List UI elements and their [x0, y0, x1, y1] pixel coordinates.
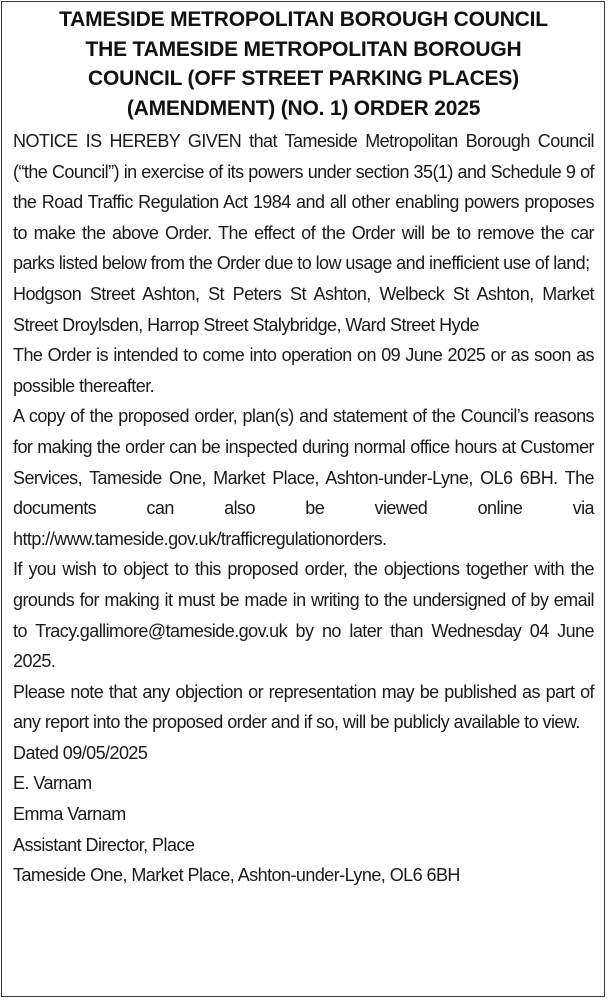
publication-paragraph: Please note that any objection or representation may be published as part of any report into the proposed order and if so, will be publicly available to view.	[13, 681, 594, 733]
notice-body	[13, 126, 594, 891]
heading-line-order-3: (AMENDMENT) (NO. 1) ORDER 2025	[126, 96, 481, 120]
dated-line: Dated 09/05/2025	[13, 742, 148, 763]
inspection-paragraph: A copy of the proposed order, plan(s) and statement of the Council’s reasons for making the order can be inspected during normal office hours at Customer Services, Tameside One, Market Place, Ashton-under-Lyne, OL6 6BH. The documents can also be viewed online via http://www.tameside.gov.uk/trafficregulationorders.	[13, 406, 594, 549]
operation-paragraph: The Order is intended to come into operation on 09 June 2025 or as soon as possible thereafter.	[13, 345, 594, 396]
heading-line-order-2: COUNCIL (OFF STREET PARKING PLACES)	[88, 67, 519, 90]
car-parks-paragraph: Hodgson Street Ashton, St Peters St Ashton, Welbeck St Ashton, Market Street Droylsden, Harrop Street Stalybridge, Ward Street Hyde	[13, 283, 594, 335]
intro-paragraph: NOTICE IS HEREBY GIVEN that Tameside Metropolitan Borough Council (“the Council”) in exercise of its powers under section 35(1) and Schedule 9 of the Road Traffic Regulation Act 1984 and all other enabling powers proposes to make the above Order. The effect of the Order will be to remove the car parks listed below from the Order due to low usage and inefficient use of land;	[13, 131, 594, 274]
signatory-title: Assistant Director, Place	[13, 834, 195, 855]
heading-line-council: TAMESIDE METROPOLITAN BOROUGH COUNCIL	[59, 8, 548, 31]
council-address: Tameside One, Market Place, Ashton-under-Lyne, OL6 6BH	[13, 865, 460, 886]
signature: E. Varnam	[13, 773, 92, 794]
heading-line-order-1: THE TAMESIDE METROPOLITAN BOROUGH	[85, 37, 522, 61]
objections-paragraph: If you wish to object to this proposed order, the objections together with the grounds for making it must be made in writing to the undersigned of by email to Tracy.gallimore@tameside.gov.uk by no later than Wednesday 04 June 2025.	[13, 559, 594, 672]
notice-heading	[13, 5, 594, 123]
public-notice	[1, 1, 605, 997]
signatory-name: Emma Varnam	[13, 804, 126, 825]
